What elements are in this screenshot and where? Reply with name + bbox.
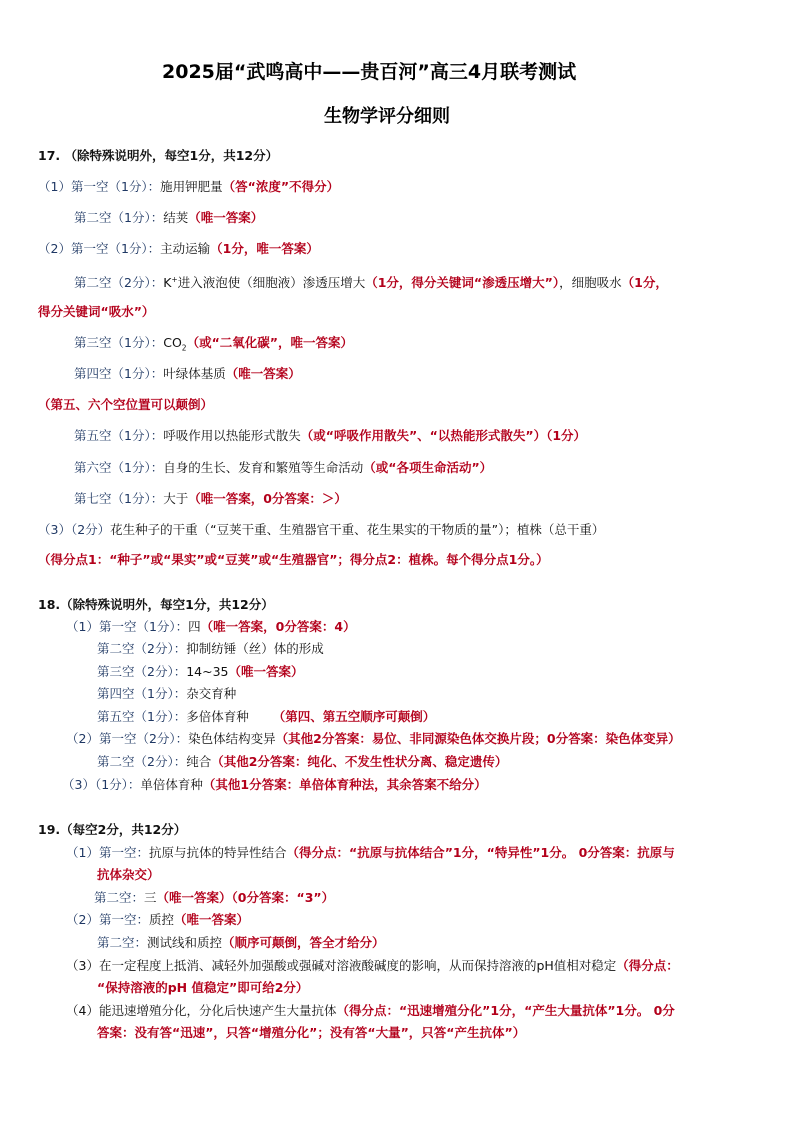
- q17-line-8: （第五、六个空位置可以颠倒）: [38, 397, 214, 412]
- answer-text: ，细胞吸水: [559, 275, 622, 291]
- q19-line-8: [66, 1003, 675, 1019]
- q18-line-8: [62, 777, 487, 793]
- answer-label: （1）第一空：: [66, 845, 149, 860]
- answer-label: 第二空：: [94, 890, 145, 905]
- scoring-note: （得分点：: [616, 958, 679, 973]
- q18-line-6: [66, 731, 681, 747]
- scoring-note: （第四、第五空顺序可颠倒）: [272, 709, 436, 724]
- answer-text: 染色体结构变异: [188, 731, 276, 746]
- q19-line-2: 抗体杂交）: [97, 867, 160, 882]
- answer-text: 多倍体育种: [186, 709, 249, 724]
- q17-line-7: [74, 366, 301, 382]
- scoring-note: （得分点：“迅速增殖分化”1分，“产生大量抗体”1分。 0分: [336, 1003, 675, 1018]
- answer-text: 三: [144, 890, 157, 905]
- answer-text: 自身的生长、发育和繁殖等生命活动: [163, 460, 364, 475]
- ion-charge: +: [171, 275, 178, 284]
- answer-text: 抑制纺锤（丝）体的形成: [186, 641, 324, 656]
- answer-text: 结荚: [163, 210, 189, 225]
- potassium-symbol: K: [163, 275, 172, 291]
- scoring-note: （或“呼吸作用散失”、“以热能形式散失”）（1分）: [300, 428, 587, 443]
- answer-text: 呼吸作用以热能形式散失: [163, 428, 301, 443]
- answer-label: 第二空（2分）：: [97, 754, 187, 769]
- answer-label: （2）第一空：: [66, 912, 149, 927]
- q19-header: 19.（每空2分，共12分）: [38, 822, 187, 837]
- q19-line-4: [66, 912, 249, 928]
- q19-line-5: [97, 935, 385, 951]
- scoring-note: （其他1分答案：单倍体育种法，其余答案不给分）: [202, 777, 487, 792]
- scoring-note: （得分点：“抗原与抗体结合”1分，“特异性”1分。 0分答案：抗原与: [286, 845, 675, 860]
- q17-line-6: [74, 335, 353, 357]
- page-subtitle: 生物学评分细则: [324, 106, 450, 127]
- q17-line-12: [38, 522, 604, 538]
- scoring-note: （唯一答案，0分答案：＞）: [188, 491, 347, 506]
- q17-line-11: [74, 491, 347, 507]
- co2-subscript: 2: [181, 343, 187, 353]
- scoring-note: （唯一答案，0分答案：4）: [200, 619, 356, 634]
- q18-header: 18.（除特殊说明外，每空1分，共12分）: [38, 597, 274, 612]
- scoring-note: （顺序可颠倒，答全才给分）: [222, 935, 385, 950]
- page-title: 2025届“武鸣高中——贵百河”高三4月联考测试: [162, 61, 577, 83]
- answer-label: 第三空（1分）：: [74, 335, 164, 350]
- q19-line-6: [66, 958, 679, 974]
- q17-line-10: [74, 460, 492, 476]
- answer-label: 第四空（1分）：: [74, 366, 164, 381]
- scoring-note: （1分，: [621, 275, 668, 291]
- q18-line-4: [97, 686, 236, 702]
- scoring-note: （唯一答案）: [228, 664, 304, 679]
- answer-label: 第七空（1分）：: [74, 491, 164, 506]
- answer-text: 纯合: [186, 754, 212, 769]
- answer-text: 质控: [148, 912, 174, 927]
- answer-label: （1）第一空（1分）：: [66, 619, 189, 634]
- scoring-note: （1分，得分关键词“渗透压增大”）: [365, 275, 560, 291]
- q19-line-1: [66, 845, 675, 861]
- q17-line-9: [74, 428, 586, 444]
- answer-text: 花生种子的干重（“豆荚干重、生殖器官干重、花生果实的干物质的量”）；植株（总干重）: [110, 522, 605, 537]
- answer-text: 叶绿体基质: [163, 366, 226, 381]
- q17-header: 17. （除特殊说明外，每空1分，共12分）: [38, 148, 279, 163]
- scoring-note: （其他2分答案：纯化、不发生性状分离、稳定遗传）: [211, 754, 508, 769]
- q17-line-2: [74, 210, 263, 226]
- scoring-note: （或“二氧化碳”，唯一答案）: [186, 335, 354, 350]
- q19-line-7: “保持溶液的pH 值稳定”即可给2分）: [97, 980, 309, 995]
- answer-label: （1）第一空（1分）：: [38, 179, 161, 194]
- answer-label: 第二空：: [97, 935, 148, 950]
- answer-text: 测试线和质控: [147, 935, 223, 950]
- answer-text: 施用钾肥量: [160, 179, 223, 194]
- answer-text: 单倍体育种: [140, 777, 203, 792]
- scoring-note: （唯一答案）: [188, 210, 264, 225]
- q17-line-4: [74, 272, 668, 291]
- answer-label: 第二空（2分）：: [74, 275, 164, 291]
- answer-label: 第二空（1分）：: [74, 210, 164, 225]
- answer-label: 第五空（1分）：: [74, 428, 164, 443]
- answer-label: 第四空（1分）：: [97, 686, 187, 701]
- answer-text: 杂交育种: [186, 686, 237, 701]
- answer-label: 第五空（1分）：: [97, 709, 187, 724]
- q18-line-3: [97, 664, 304, 680]
- q17-line-3: [38, 241, 319, 257]
- q18-line-1: [66, 619, 356, 635]
- answer-text: 抗原与抗体的特异性结合: [148, 845, 287, 860]
- q18-line-7: [97, 754, 507, 770]
- q18-line-5: [97, 709, 435, 725]
- scoring-note: （唯一答案）（0分答案：“3”）: [156, 890, 335, 905]
- co2-symbol: CO: [163, 335, 182, 350]
- answer-text: 进入液泡使（细胞液）渗透压增大: [177, 275, 366, 291]
- answer-text: （3）在一定程度上抵消、减轻外加强酸或强碱对溶液酸碱度的影响，从而保持溶液的pH值相对稳定: [66, 958, 617, 973]
- scoring-note: （答“浓度”不得分）: [222, 179, 340, 194]
- answer-text: 14~35: [186, 664, 229, 679]
- answer-text: 四: [188, 619, 201, 634]
- q19-line-3: [94, 890, 334, 906]
- answer-label: （2）第一空（2分）：: [66, 731, 189, 746]
- answer-label: （3）（1分）：: [62, 777, 141, 792]
- answer-text: 主动运输: [160, 241, 211, 256]
- q18-line-2: [97, 641, 324, 657]
- answer-label: 第六空（1分）：: [74, 460, 164, 475]
- q19-line-9: 答案：没有答“迅速”，只答“增殖分化”；没有答“大量”，只答“产生抗体”）: [97, 1025, 526, 1040]
- answer-text: （4）能迅速增殖分化，分化后快速产生大量抗体: [66, 1003, 337, 1018]
- scoring-note: （其他2分答案：易位、非同源染色体交换片段；0分答案：染色体变异）: [275, 731, 681, 746]
- answer-label: （2）第一空（1分）：: [38, 241, 161, 256]
- q17-line-13: （得分点1：“种子”或“果实”或“豆荚”或“生殖器官”；得分点2：植株。每个得分点1分。）: [38, 552, 549, 567]
- scoring-note: （或“各项生命活动”）: [363, 460, 493, 475]
- scoring-note: （1分，唯一答案）: [210, 241, 319, 256]
- scoring-note: （唯一答案）: [173, 912, 249, 927]
- scoring-note: （唯一答案）: [225, 366, 301, 381]
- answer-text: 大于: [163, 491, 189, 506]
- answer-label: 第二空（2分）：: [97, 641, 187, 656]
- answer-label: 第三空（2分）：: [97, 664, 187, 679]
- q17-line-5: 得分关键词“吸水”）: [38, 304, 155, 319]
- q17-line-1: [38, 179, 339, 195]
- answer-label: （3）（2分）: [38, 522, 111, 537]
